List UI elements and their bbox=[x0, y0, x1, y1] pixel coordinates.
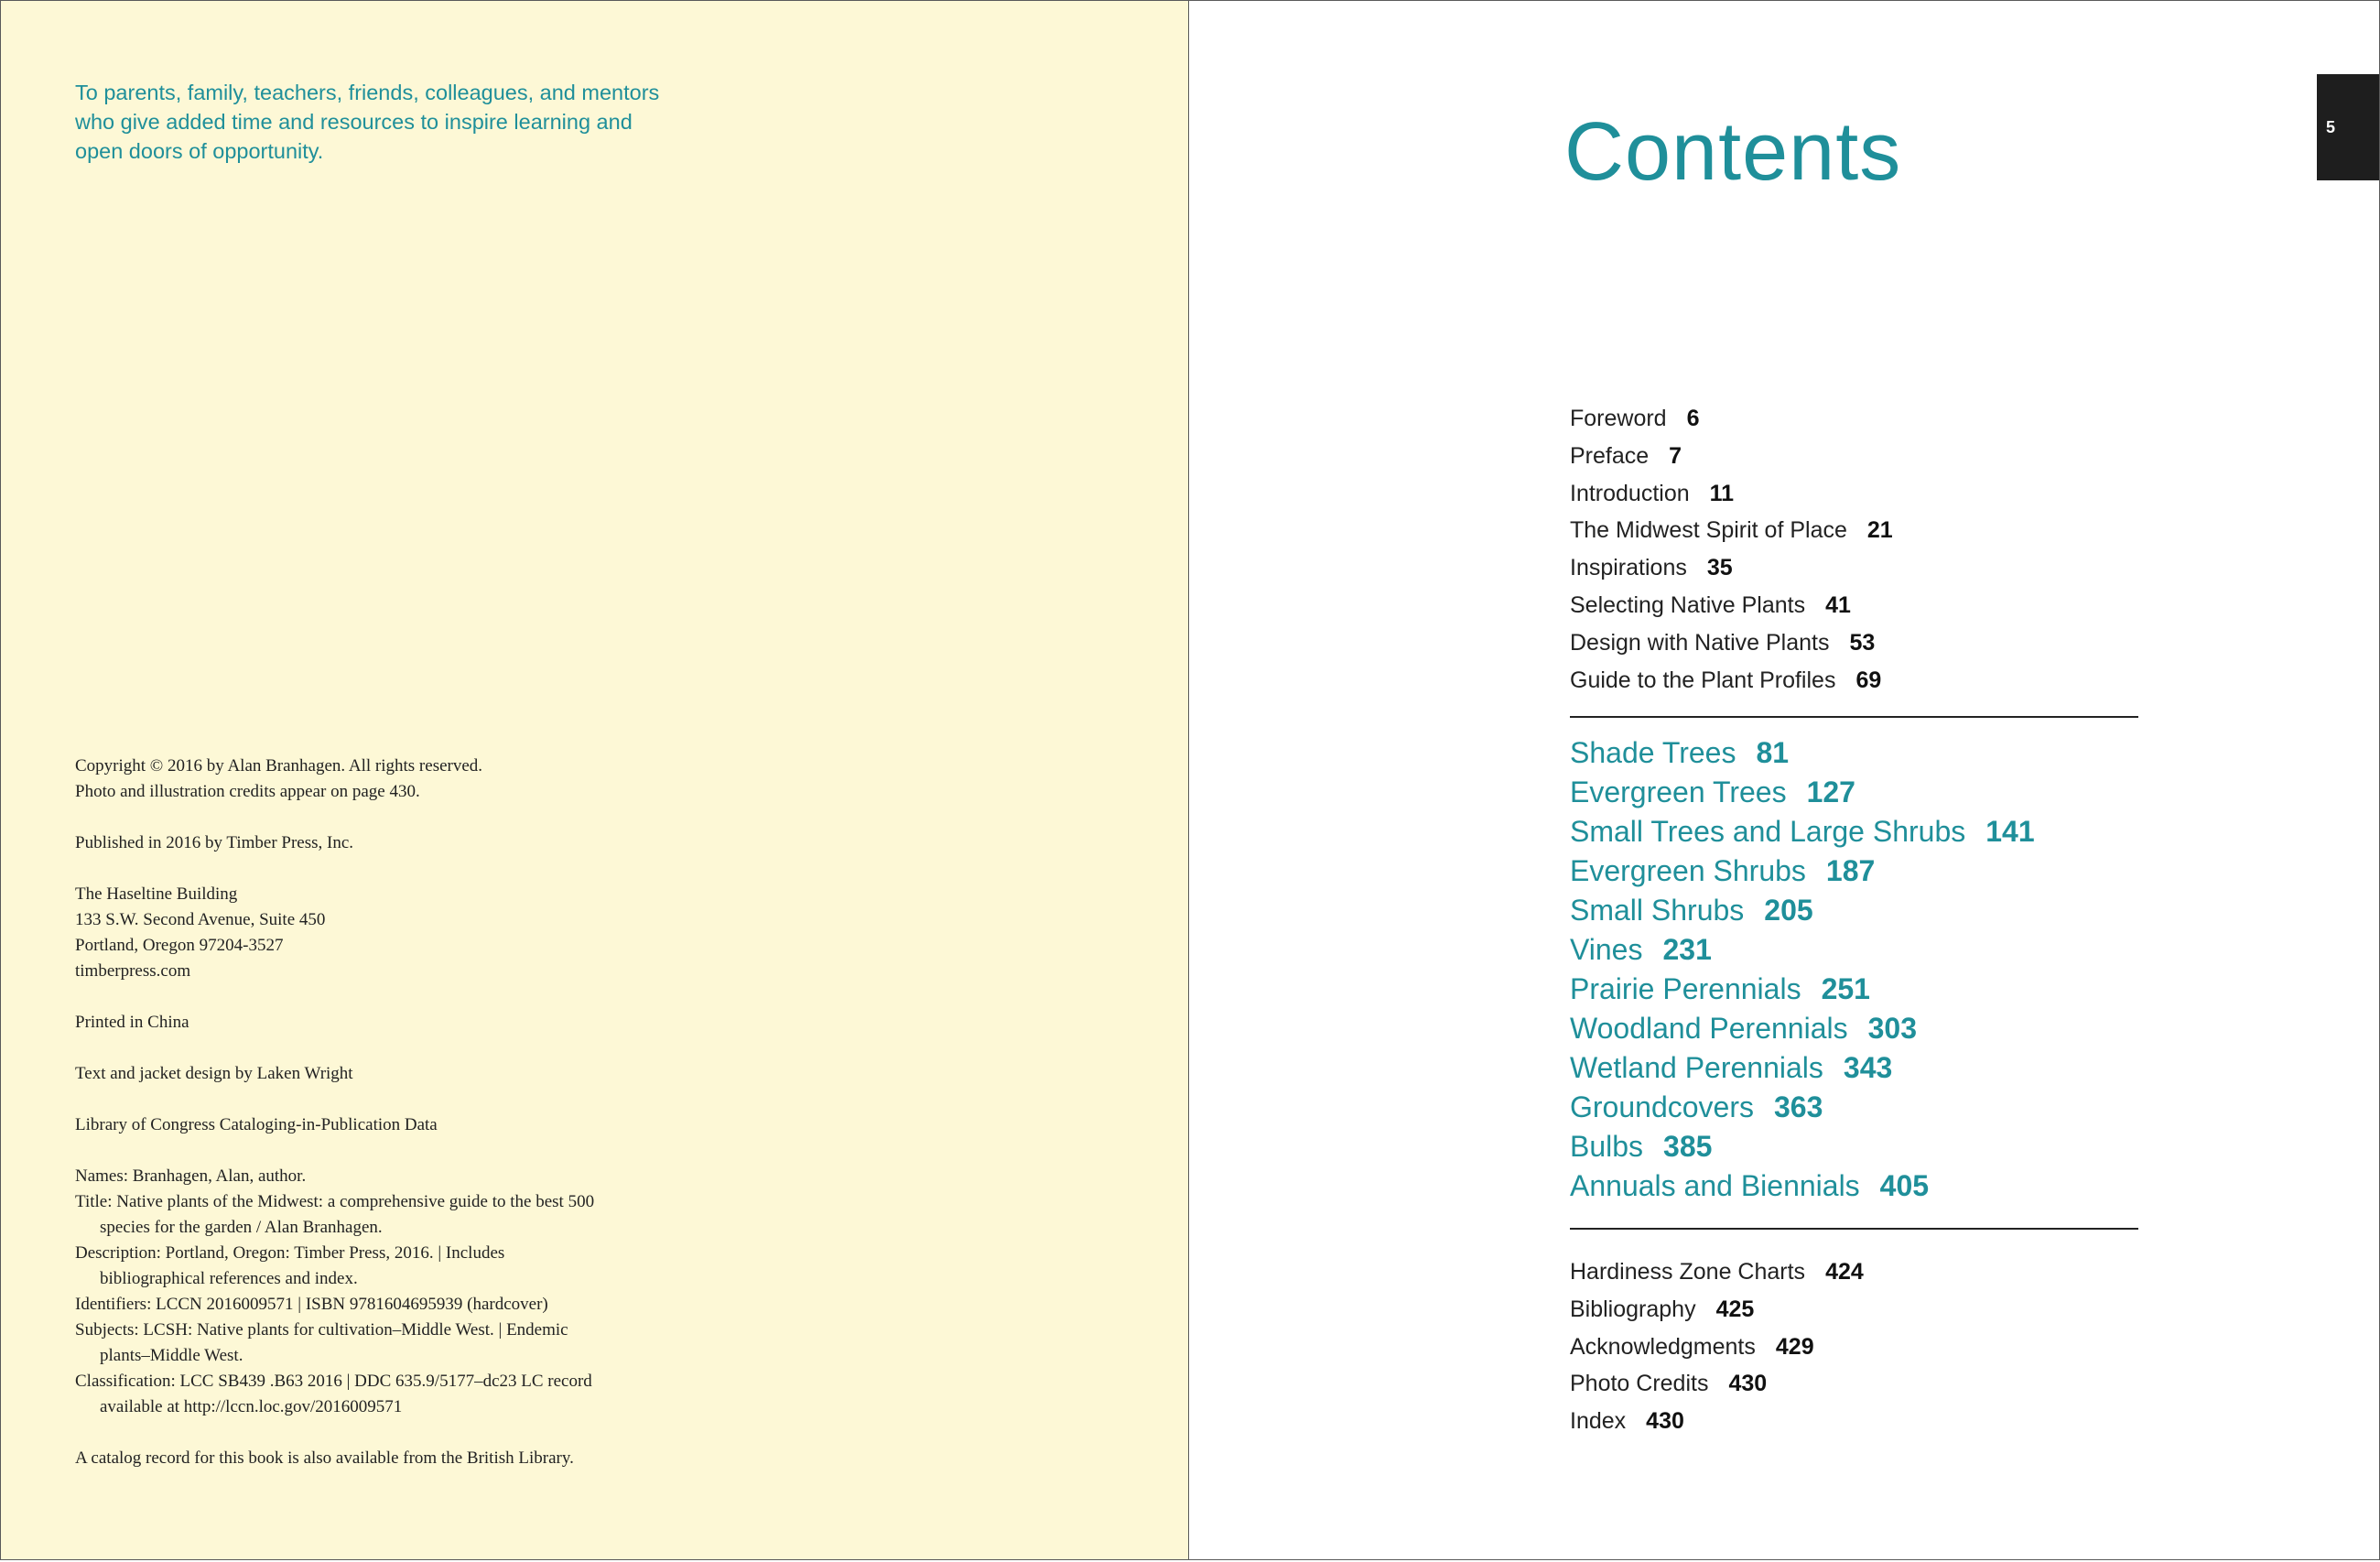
toc-entry[interactable] bbox=[1570, 587, 2137, 624]
cip-subjects-cont: plants–Middle West. bbox=[100, 1346, 243, 1365]
toc-entry-label: Hardiness Zone Charts bbox=[1570, 1259, 1806, 1285]
toc-entry-label: Shade Trees bbox=[1570, 736, 1736, 769]
toc-entry-label: Woodland Perennials bbox=[1570, 1012, 1848, 1045]
dedication bbox=[75, 78, 679, 166]
toc-entry-page: 430 bbox=[1646, 1408, 1684, 1435]
copyright-notice bbox=[75, 754, 716, 805]
toc-entry-label: Wetland Perennials bbox=[1570, 1051, 1823, 1084]
toc-plant-sections bbox=[1570, 733, 2137, 1206]
toc-entry-page: 69 bbox=[1855, 667, 1882, 693]
cip-classification: Classification: LCC SB439 .B63 2016 | DDC 635.9/5177–dc23 LC record bbox=[75, 1372, 592, 1391]
toc-entry-page: 205 bbox=[1764, 894, 1813, 927]
toc-entry-page: 343 bbox=[1843, 1051, 1893, 1084]
toc-front-matter bbox=[1570, 400, 2137, 699]
toc-entry-page: 7 bbox=[1669, 442, 1682, 469]
toc-section-entry[interactable] bbox=[1570, 852, 2137, 891]
toc-section-entry[interactable] bbox=[1570, 733, 2137, 773]
dedication-line: open doors of opportunity. bbox=[75, 139, 324, 163]
cip-heading: Library of Congress Cataloging-in-Publication Data bbox=[75, 1115, 438, 1134]
toc-entry-page: 363 bbox=[1773, 1090, 1823, 1123]
cip-identifiers: Identifiers: LCCN 2016009571 | ISBN 9781604695939 (hardcover) bbox=[75, 1295, 548, 1314]
toc-entry-page: 35 bbox=[1706, 555, 1733, 581]
copyright-block bbox=[75, 754, 716, 1497]
toc-section-entry[interactable] bbox=[1570, 1048, 2137, 1088]
toc-entry[interactable] bbox=[1570, 475, 2137, 513]
toc-entry[interactable] bbox=[1570, 512, 2137, 549]
cip-title: Title: Native plants of the Midwest: a comprehensive guide to the best 500 bbox=[75, 1192, 595, 1211]
toc-entry-label: Small Trees and Large Shrubs bbox=[1570, 815, 1966, 848]
cip-description: Description: Portland, Oregon: Timber Press, 2016. | Includes bbox=[75, 1243, 505, 1263]
toc-entry-label: Groundcovers bbox=[1570, 1090, 1754, 1123]
toc-entry[interactable] bbox=[1570, 1329, 2137, 1366]
catalog-record-line: A catalog record for this book is also available from the British Library. bbox=[75, 1448, 574, 1468]
catalog-record-block bbox=[75, 1446, 716, 1471]
toc-entry-page: 53 bbox=[1849, 629, 1876, 656]
publisher-website: timberpress.com bbox=[75, 961, 191, 981]
toc-section-entry[interactable] bbox=[1570, 1088, 2137, 1127]
toc-entry-label: Index bbox=[1570, 1408, 1627, 1435]
toc-entry[interactable] bbox=[1570, 1253, 2137, 1291]
address-line: The Haseltine Building bbox=[75, 884, 238, 904]
dedication-line: To parents, family, teachers, friends, colleagues, and mentors bbox=[75, 81, 660, 104]
toc-back-matter bbox=[1570, 1253, 2137, 1440]
toc-entry-page: 11 bbox=[1709, 480, 1735, 506]
toc-entry-page: 187 bbox=[1825, 854, 1876, 887]
cip-names: Names: Branhagen, Alan, author. bbox=[75, 1166, 307, 1186]
toc-entry-label: Guide to the Plant Profiles bbox=[1570, 667, 1836, 693]
dedication-line: who give added time and resources to inspire learning and bbox=[75, 110, 633, 134]
toc-entry-page: 424 bbox=[1825, 1259, 1864, 1285]
toc-entry-label: Prairie Perennials bbox=[1570, 972, 1801, 1005]
published-line: Published in 2016 by Timber Press, Inc. bbox=[75, 833, 354, 852]
toc-section-entry[interactable] bbox=[1570, 930, 2137, 970]
toc-entry-label: Small Shrubs bbox=[1570, 894, 1745, 927]
right-page bbox=[1189, 0, 2380, 1560]
toc-entry[interactable] bbox=[1570, 438, 2137, 475]
printed-line: Printed in China bbox=[75, 1013, 189, 1032]
toc-entry-page: 127 bbox=[1806, 776, 1855, 808]
toc-section-entry[interactable] bbox=[1570, 891, 2137, 930]
toc-entry-page: 141 bbox=[1985, 815, 2035, 848]
toc-entry[interactable] bbox=[1570, 1291, 2137, 1329]
toc-section-entry[interactable] bbox=[1570, 1166, 2137, 1206]
toc-entry-page: 21 bbox=[1866, 517, 1893, 544]
cip-description-cont: bibliographical references and index. bbox=[100, 1269, 358, 1288]
cip-data bbox=[75, 1164, 716, 1420]
publisher-notice bbox=[75, 830, 716, 856]
page-number: 5 bbox=[2326, 117, 2336, 136]
cip-subjects: Subjects: LCSH: Native plants for cultivation–Middle West. | Endemic bbox=[75, 1320, 568, 1340]
toc-entry-label: Photo Credits bbox=[1570, 1371, 1709, 1397]
cip-classification-cont: available at http://lccn.loc.gov/2016009571 bbox=[100, 1397, 403, 1416]
publisher-address bbox=[75, 882, 716, 984]
cip-heading-block bbox=[75, 1112, 716, 1138]
toc-entry-label: Preface bbox=[1570, 442, 1650, 469]
toc-entry-label: Inspirations bbox=[1570, 555, 1687, 581]
toc-entry-page: 405 bbox=[1879, 1169, 1930, 1202]
toc-entry-label: The Midwest Spirit of Place bbox=[1570, 517, 1847, 544]
toc-entry-label: Evergreen Trees bbox=[1570, 776, 1787, 808]
toc-entry-page: 425 bbox=[1715, 1296, 1755, 1322]
page-title: Contents bbox=[1564, 106, 1902, 198]
toc-entry-page: 6 bbox=[1686, 406, 1700, 431]
toc-entry[interactable] bbox=[1570, 400, 2137, 438]
toc-section-entry[interactable] bbox=[1570, 970, 2137, 1009]
toc-entry-page: 303 bbox=[1867, 1012, 1917, 1045]
toc-entry-label: Selecting Native Plants bbox=[1570, 591, 1806, 618]
printed-notice bbox=[75, 1010, 716, 1036]
toc-entry-page: 231 bbox=[1662, 933, 1712, 966]
toc-entry-label: Acknowledgments bbox=[1570, 1333, 1756, 1360]
toc-entry-page: 430 bbox=[1728, 1371, 1768, 1397]
toc-entry[interactable] bbox=[1570, 549, 2137, 587]
toc-divider bbox=[1570, 716, 2138, 718]
left-page bbox=[0, 0, 1189, 1560]
cip-title-cont: species for the garden / Alan Branhagen. bbox=[100, 1218, 383, 1237]
toc-section-entry[interactable] bbox=[1570, 812, 2137, 852]
toc-section-entry[interactable] bbox=[1570, 773, 2137, 812]
credits-line: Photo and illustration credits appear on page 430. bbox=[75, 782, 420, 801]
toc-entry[interactable] bbox=[1570, 662, 2137, 700]
address-line: 133 S.W. Second Avenue, Suite 450 bbox=[75, 910, 326, 929]
toc-entry-page: 251 bbox=[1821, 972, 1870, 1005]
toc-divider bbox=[1570, 1228, 2138, 1230]
toc-entry-label: Foreword bbox=[1570, 406, 1667, 431]
page-number-tab bbox=[2317, 74, 2379, 180]
toc-entry-label: Annuals and Biennials bbox=[1570, 1169, 1860, 1202]
toc-entry-label: Bulbs bbox=[1570, 1130, 1644, 1163]
toc-section-entry[interactable] bbox=[1570, 1009, 2137, 1048]
toc-section-entry[interactable] bbox=[1570, 1127, 2137, 1166]
toc-entry-page: 81 bbox=[1756, 736, 1790, 769]
copyright-line: Copyright © 2016 by Alan Branhagen. All rights reserved. bbox=[75, 756, 483, 776]
toc-entry-label: Design with Native Plants bbox=[1570, 629, 1830, 656]
address-line: Portland, Oregon 97204-3527 bbox=[75, 936, 284, 955]
design-credit bbox=[75, 1061, 716, 1087]
toc-entry-label: Evergreen Shrubs bbox=[1570, 854, 1806, 887]
toc-entry[interactable] bbox=[1570, 624, 2137, 662]
toc-entry-page: 385 bbox=[1663, 1130, 1713, 1163]
toc-entry[interactable] bbox=[1570, 1403, 2137, 1440]
toc-entry-page: 41 bbox=[1825, 591, 1851, 618]
toc-entry-label: Introduction bbox=[1570, 480, 1690, 506]
toc-entry-label: Vines bbox=[1570, 933, 1643, 966]
design-line: Text and jacket design by Laken Wright bbox=[75, 1064, 353, 1083]
toc-entry-page: 429 bbox=[1775, 1333, 1814, 1360]
toc-entry[interactable] bbox=[1570, 1365, 2137, 1403]
toc-entry-label: Bibliography bbox=[1570, 1296, 1696, 1322]
